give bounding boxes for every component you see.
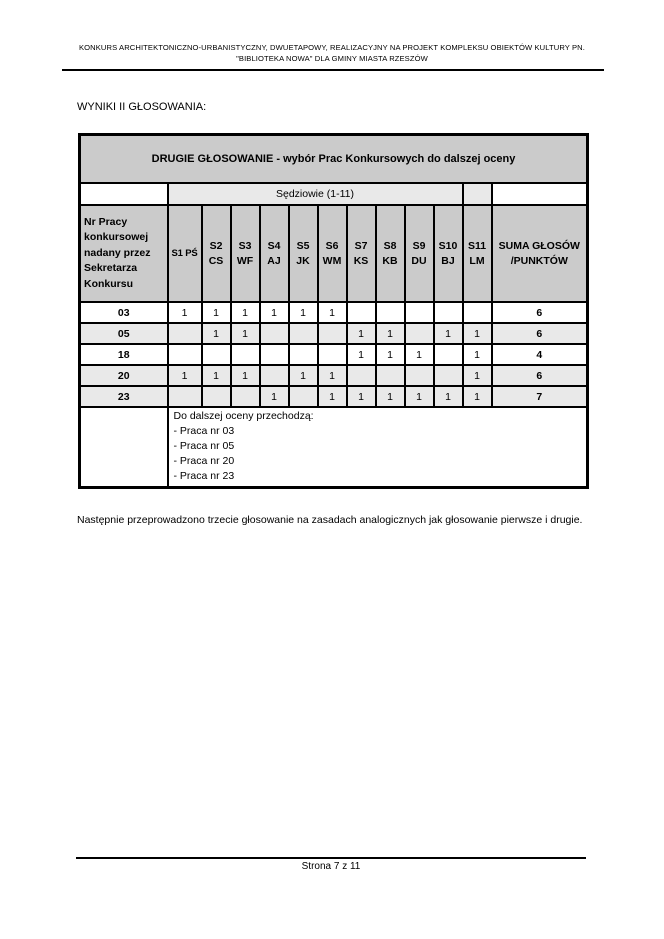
qualifier-row bbox=[80, 407, 588, 488]
vote-cell bbox=[168, 386, 202, 407]
sum-header bbox=[492, 205, 588, 302]
band-empty-right bbox=[492, 183, 588, 205]
vote-cell: 1 bbox=[318, 365, 347, 386]
closing-paragraph: Następnie przeprowadzono trzecie głosowanie na zasadach analogicznych jak głosowanie pierwsze i drugie. bbox=[77, 514, 583, 526]
vote-cell: 1 bbox=[231, 302, 260, 323]
vote-cell: 1 bbox=[347, 323, 376, 344]
vote-cell bbox=[376, 302, 405, 323]
judge-header-line: CS bbox=[208, 254, 224, 267]
qualifier-empty-cell bbox=[80, 407, 168, 488]
vote-cell: 1 bbox=[260, 302, 289, 323]
vote-cell bbox=[231, 386, 260, 407]
vote-cell: 1 bbox=[347, 386, 376, 407]
table-title-row bbox=[80, 135, 588, 184]
sum-cell: 6 bbox=[492, 365, 588, 386]
vote-cell: 1 bbox=[434, 323, 463, 344]
vote-cell bbox=[202, 344, 231, 365]
sum-cell: 7 bbox=[492, 386, 588, 407]
vote-cell: 1 bbox=[202, 365, 231, 386]
judge-header-line: S4 bbox=[267, 239, 281, 252]
judge-header-line: S10 bbox=[438, 239, 458, 252]
header-divider bbox=[62, 69, 604, 71]
judge-header-line: DU bbox=[411, 254, 427, 267]
judges-band-row bbox=[80, 183, 588, 205]
judge-header-line: S2 bbox=[209, 239, 223, 252]
work-row-23 bbox=[80, 386, 588, 407]
vote-cell: 1 bbox=[318, 386, 347, 407]
vote-cell: 1 bbox=[463, 323, 492, 344]
vote-cell bbox=[260, 323, 289, 344]
sum-cell: 6 bbox=[492, 323, 588, 344]
judge-header-s5 bbox=[289, 205, 318, 302]
judge-header-s1 bbox=[168, 205, 202, 302]
judge-header-line: S9 bbox=[412, 239, 426, 252]
judge-header-s10 bbox=[434, 205, 463, 302]
vote-cell bbox=[405, 323, 434, 344]
qualifier-cell bbox=[168, 407, 588, 488]
vote-cell: 1 bbox=[463, 386, 492, 407]
vote-cell bbox=[376, 365, 405, 386]
judge-header-s4 bbox=[260, 205, 289, 302]
header-line-1: KONKURS ARCHITEKTONICZNO-URBANISTYCZNY, DWUETAPOWY, REALIZACYJNY NA PROJEKT KOMPLEKSU OBIEKTÓW KULTURY PN. bbox=[79, 43, 585, 52]
row-header-label: Nr Pracy konkursowej nadany przez Sekretarza Konkursu bbox=[80, 205, 168, 302]
vote-cell: 1 bbox=[168, 365, 202, 386]
judge-header-line: S7 bbox=[354, 239, 368, 252]
sum-cell: 6 bbox=[492, 302, 588, 323]
vote-cell bbox=[168, 344, 202, 365]
judge-header-s7 bbox=[347, 205, 376, 302]
judge-header-line: KS bbox=[353, 254, 369, 267]
vote-cell bbox=[434, 344, 463, 365]
vote-cell: 1 bbox=[405, 386, 434, 407]
work-row-03 bbox=[80, 302, 588, 323]
vote-cell: 1 bbox=[376, 344, 405, 365]
judge-header-line: WM bbox=[322, 254, 342, 267]
judges-band-label: Sędziowie (1-11) bbox=[168, 183, 463, 205]
work-row-20 bbox=[80, 365, 588, 386]
judge-header-s11 bbox=[463, 205, 492, 302]
work-number: 20 bbox=[80, 365, 168, 386]
sum-cell: 4 bbox=[492, 344, 588, 365]
vote-cell bbox=[405, 302, 434, 323]
work-row-18 bbox=[80, 344, 588, 365]
vote-cell bbox=[434, 365, 463, 386]
band-empty-s11 bbox=[463, 183, 492, 205]
vote-cell bbox=[347, 365, 376, 386]
vote-cell: 1 bbox=[376, 386, 405, 407]
vote-cell bbox=[318, 344, 347, 365]
vote-cell bbox=[434, 302, 463, 323]
vote-cell: 1 bbox=[202, 302, 231, 323]
judge-header-s3 bbox=[231, 205, 260, 302]
judge-header-line: LM bbox=[469, 254, 485, 267]
judge-header-line: S1 PŚ bbox=[171, 248, 198, 259]
vote-cell: 1 bbox=[168, 302, 202, 323]
document-header bbox=[0, 43, 664, 64]
vote-cell: 1 bbox=[463, 344, 492, 365]
work-number: 05 bbox=[80, 323, 168, 344]
sum-header-line-2: /PUNKTÓW bbox=[510, 254, 568, 267]
vote-cell: 1 bbox=[376, 323, 405, 344]
vote-cell bbox=[202, 386, 231, 407]
judge-header-line: S5 bbox=[296, 239, 310, 252]
vote-cell bbox=[318, 323, 347, 344]
work-number: 03 bbox=[80, 302, 168, 323]
vote-cell: 1 bbox=[405, 344, 434, 365]
qualifier-item: - Praca nr 23 bbox=[173, 470, 235, 482]
vote-cell bbox=[168, 323, 202, 344]
qualifier-item: - Praca nr 05 bbox=[173, 440, 235, 452]
judge-header-s8 bbox=[376, 205, 405, 302]
vote-cell bbox=[405, 365, 434, 386]
work-number: 23 bbox=[80, 386, 168, 407]
judge-header-line: S11 bbox=[467, 239, 487, 252]
table-title: DRUGIE GŁOSOWANIE - wybór Prac Konkursowych do dalszej oceny bbox=[80, 135, 588, 184]
vote-cell bbox=[347, 302, 376, 323]
vote-cell: 1 bbox=[347, 344, 376, 365]
judge-header-line: BJ bbox=[441, 254, 455, 267]
band-empty-left bbox=[80, 183, 168, 205]
vote-cell: 1 bbox=[260, 386, 289, 407]
voting-results-table bbox=[78, 133, 589, 489]
work-row-05 bbox=[80, 323, 588, 344]
vote-cell: 1 bbox=[231, 365, 260, 386]
qualifier-item: - Praca nr 03 bbox=[173, 425, 235, 437]
vote-cell: 1 bbox=[434, 386, 463, 407]
vote-cell bbox=[260, 344, 289, 365]
judge-header-line: WF bbox=[236, 254, 254, 267]
vote-cell: 1 bbox=[289, 302, 318, 323]
judge-header-line: JK bbox=[296, 254, 310, 267]
qualifier-item: - Praca nr 20 bbox=[173, 455, 235, 467]
column-header-row bbox=[80, 205, 588, 302]
section-heading: WYNIKI II GŁOSOWANIA: bbox=[77, 101, 207, 113]
vote-cell bbox=[289, 323, 318, 344]
header-line-2: "BIBLIOTEKA NOWA" DLA GMINY MIASTA RZESZÓW bbox=[236, 53, 428, 63]
vote-cell bbox=[463, 302, 492, 323]
sum-header-line-1: SUMA GŁOSÓW bbox=[498, 239, 580, 252]
judge-header-line: S8 bbox=[383, 239, 397, 252]
vote-cell bbox=[231, 344, 260, 365]
vote-cell bbox=[289, 344, 318, 365]
qualifier-intro: Do dalszej oceny przechodzą: bbox=[173, 410, 314, 422]
vote-cell bbox=[260, 365, 289, 386]
footer-divider bbox=[76, 857, 586, 859]
vote-cell: 1 bbox=[289, 365, 318, 386]
vote-cell: 1 bbox=[318, 302, 347, 323]
vote-cell: 1 bbox=[463, 365, 492, 386]
vote-cell: 1 bbox=[231, 323, 260, 344]
page-number: Strona 7 z 11 bbox=[301, 861, 361, 872]
judge-header-line: AJ bbox=[267, 254, 281, 267]
judge-header-s9 bbox=[405, 205, 434, 302]
vote-cell bbox=[289, 386, 318, 407]
judge-header-line: S3 bbox=[238, 239, 252, 252]
work-number: 18 bbox=[80, 344, 168, 365]
vote-cell: 1 bbox=[202, 323, 231, 344]
judge-header-s2 bbox=[202, 205, 231, 302]
judge-header-line: S6 bbox=[325, 239, 339, 252]
judge-header-s6 bbox=[318, 205, 347, 302]
judge-header-line: KB bbox=[382, 254, 398, 267]
